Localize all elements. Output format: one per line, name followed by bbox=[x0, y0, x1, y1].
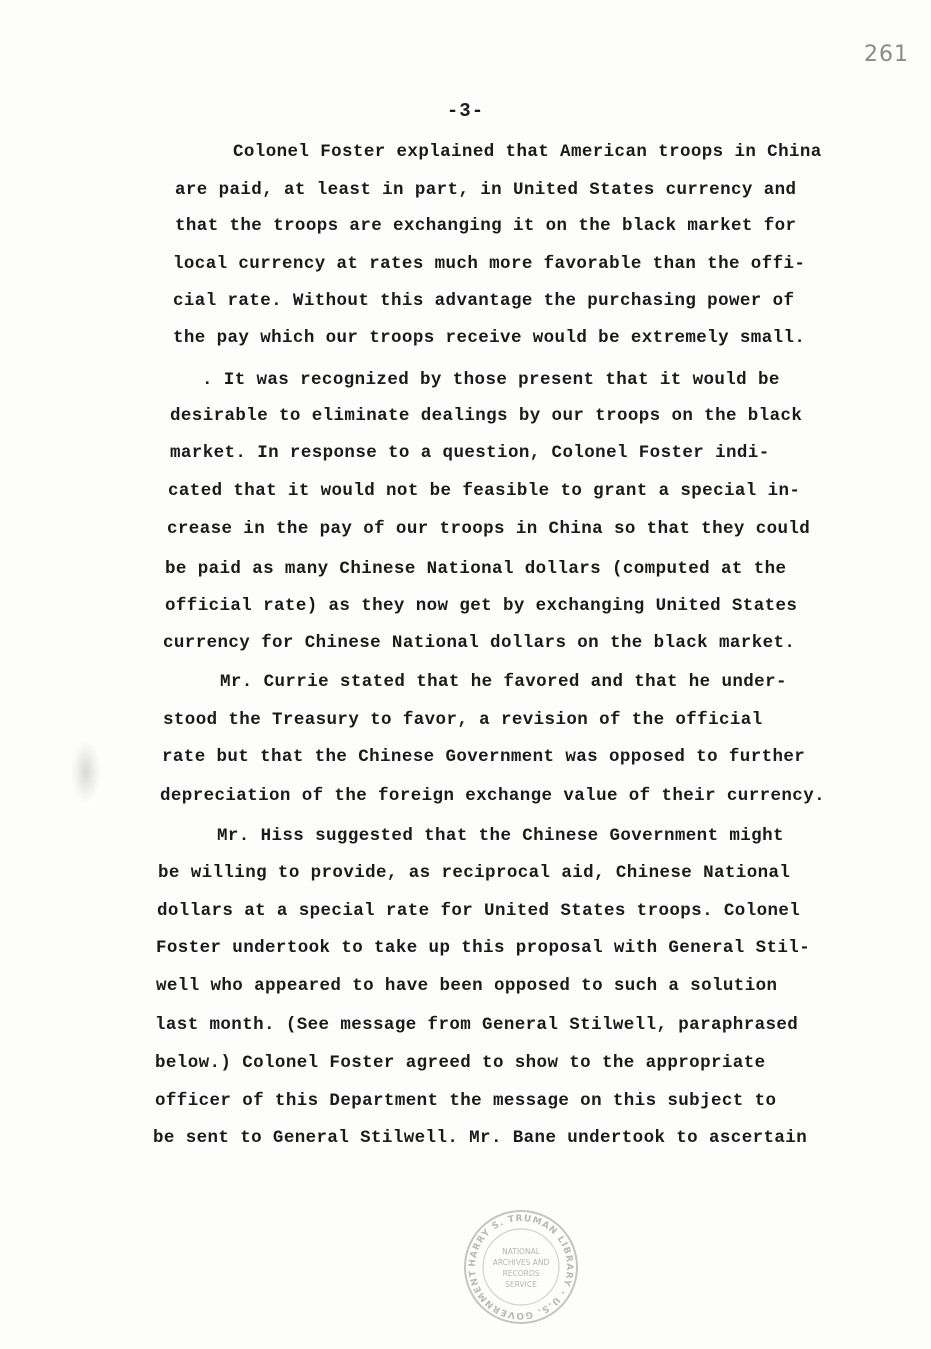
text-line: local currency at rates much more favorable than the offi- bbox=[173, 254, 806, 274]
stamp-line: ARCHIVES AND bbox=[492, 1258, 550, 1267]
text-line: last month. (See message from General Stilwell, paraphrased bbox=[155, 1015, 799, 1035]
stamp-line: RECORDS bbox=[502, 1269, 540, 1278]
text-line: that the troops are exchanging it on the black market for bbox=[175, 216, 797, 236]
text-line: Mr. Currie stated that he favored and that he under- bbox=[220, 672, 787, 692]
archive-stamp bbox=[462, 1208, 580, 1326]
text-line: currency for Chinese National dollars on the black market. bbox=[163, 633, 796, 653]
stamp-ring-text: HARRY S. TRUMAN LIBRARY · U.S. GOVERNMENT bbox=[467, 1213, 575, 1321]
text-line: officer of this Department the message on this subject to bbox=[155, 1091, 777, 1111]
text-line: cated that it would not be feasible to grant a special in- bbox=[168, 481, 801, 501]
page-number: -3- bbox=[446, 100, 485, 122]
text-line: well who appeared to have been opposed to such a solution bbox=[156, 976, 778, 996]
stamp-line: NATIONAL bbox=[502, 1247, 540, 1256]
text-line: be paid as many Chinese National dollars (computed at the bbox=[165, 559, 787, 579]
text-line: Mr. Hiss suggested that the Chinese Government might bbox=[217, 826, 784, 846]
text-line: Foster undertook to take up this proposal with General Stil- bbox=[156, 938, 811, 958]
text-line: cial rate. Without this advantage the purchasing power of bbox=[173, 291, 795, 311]
text-line: desirable to eliminate dealings by our troops on the black bbox=[170, 406, 803, 426]
text-line: rate but that the Chinese Government was opposed to further bbox=[162, 747, 806, 767]
text-line: dollars at a special rate for United States troops. Colonel bbox=[157, 901, 801, 921]
text-line: the pay which our troops receive would be extremely small. bbox=[173, 328, 806, 348]
archive-page-number: 261 bbox=[864, 42, 909, 67]
text-line: crease in the pay of our troops in China so that they could bbox=[167, 519, 811, 539]
text-line: . It was recognized by those present that it would be bbox=[202, 370, 780, 390]
stamp-line: SERVICE bbox=[505, 1280, 537, 1289]
text-line: be sent to General Stilwell. Mr. Bane undertook to ascertain bbox=[153, 1128, 808, 1148]
scan-smudge bbox=[72, 742, 100, 802]
text-line: be willing to provide, as reciprocal aid, Chinese National bbox=[158, 863, 791, 883]
text-line: below.) Colonel Foster agreed to show to the appropriate bbox=[155, 1053, 766, 1073]
text-line: are paid, at least in part, in United States currency and bbox=[175, 180, 797, 200]
text-line: market. In response to a question, Colonel Foster indi- bbox=[170, 443, 770, 463]
text-line: official rate) as they now get by exchanging United States bbox=[165, 596, 798, 616]
text-line: depreciation of the foreign exchange value of their currency. bbox=[160, 786, 826, 806]
text-line: stood the Treasury to favor, a revision of the official bbox=[163, 710, 763, 730]
text-line: Colonel Foster explained that American troops in China bbox=[233, 142, 822, 162]
